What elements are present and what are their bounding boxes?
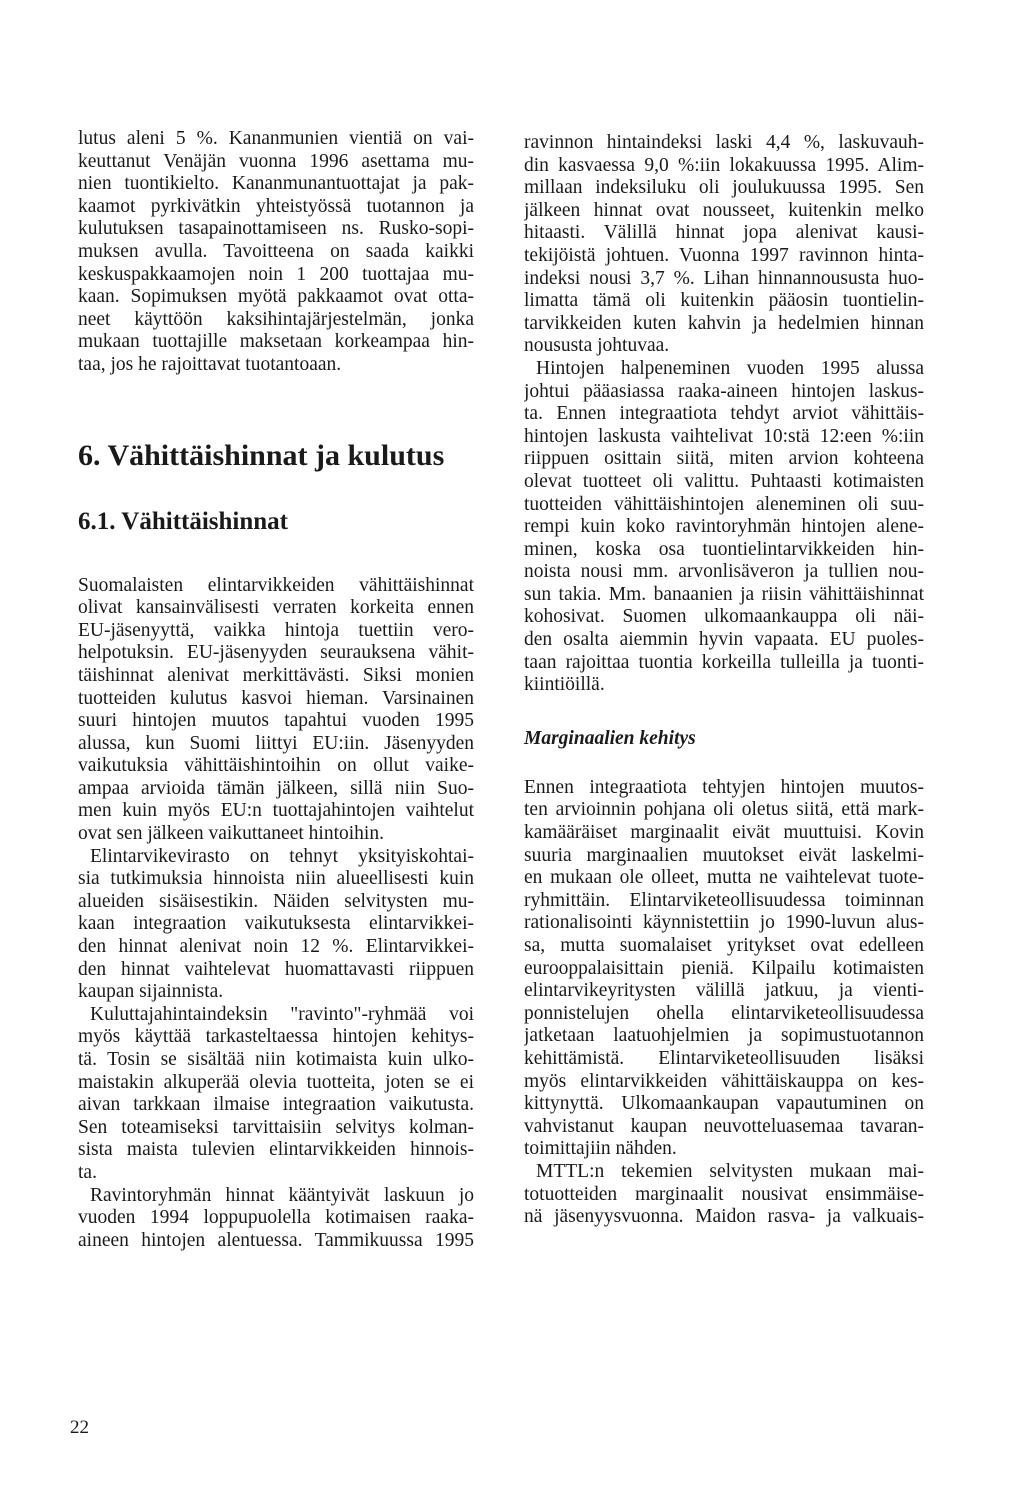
text-line: vaikutuksia vähittäishintoihin on ollut vaike- <box>78 755 474 777</box>
paragraph <box>78 846 474 1004</box>
text-line: tekijöistä johtuen. Vuonna 1997 ravinnon hinta- <box>524 244 924 266</box>
text-line: kittynyttä. Ulkomaankaupan vapautuminen on <box>524 1093 924 1115</box>
text-line: jatketaan laatuohjelmien ja sopimustuotannon <box>524 1025 924 1047</box>
text-line: maistakin alkuperää olevia tuotteita, joten se ei <box>78 1071 474 1093</box>
text-line: tä. Tosin se sisältää niin kotimaista kuin ulko- <box>78 1049 474 1070</box>
chapter-heading: 6. Vähittäishinnat ja kulutus <box>78 438 445 472</box>
text-line: den hinnat alenivat noin 12 %. Elintarvikkei- <box>78 936 474 958</box>
text-line: myös elintarvikkeiden vähittäiskauppa on kes- <box>524 1070 924 1092</box>
text-line: Hintojen halpeneminen vuoden 1995 alussa <box>536 357 924 379</box>
text-line: Kuluttajahintaindeksin "ravinto"-ryhmää voi <box>90 1003 474 1025</box>
text-line: neet käyttöön kaksihintajärjestelmän, jonka <box>78 308 474 330</box>
text-line: kohosivat. Suomen ulkomaankauppa oli näi- <box>524 606 924 628</box>
text-line: en mukaan ole olleet, mutta ne vaihtelevat tuote- <box>524 867 924 889</box>
text-line: EU-jäsenyyttä, vaikka hintoja tuettiin vero- <box>78 619 474 641</box>
text-line: kiintiöillä. <box>524 674 605 696</box>
text-line: ampaa arvioida tämän jälkeen, sillä niin Suo- <box>78 777 474 799</box>
text-line: den hinnat vaihtelevat huomattavasti riippuen <box>78 958 474 980</box>
text-line: vahvistanut kaupan neuvotteluasemaa tavaran- <box>524 1115 924 1137</box>
text-line: kamääräiset marginaalit eivät muuttuisi. Kovin <box>524 822 924 844</box>
text-line: vuoden 1994 loppupuolella kotimaisen raaka- <box>78 1207 474 1229</box>
text-line: Ravintoryhmän hinnat kääntyivät laskuun jo <box>90 1184 474 1206</box>
text-line: ta. <box>78 1161 97 1183</box>
text-line: taan rajoittaa tuontia korkeilla tulleilla ja tuonti- <box>524 651 924 673</box>
text-line: totuotteiden marginaalit nousivat ensimmäise- <box>524 1183 924 1205</box>
text-line: indeksi nousi 3,7 %. Lihan hinnannoususta huo- <box>524 267 924 289</box>
left-column <box>78 128 474 1252</box>
text-line: johtui pääasiassa raaka-aineen hintojen laskus- <box>524 380 924 402</box>
text-line: lutus aleni 5 %. Kananmunien vientiä on vai- <box>78 128 474 149</box>
text-line: elintarvikeyritysten välillä jatkuu, ja vienti- <box>524 980 924 1002</box>
text-line: täishinnat alenivat merkittävästi. Siksi monien <box>78 664 474 686</box>
section-heading: 6.1. Vähittäishinnat <box>78 507 289 535</box>
text-line: toimittajiin nähden. <box>524 1138 677 1160</box>
text-line: muksen avulla. Tavoitteena on saada kaikki <box>78 240 474 262</box>
text-line: rationalisointi käynnistettiin jo 1990-luvun alus- <box>524 912 924 934</box>
text-line: keuttanut Venäjän vuonna 1996 asettama mu- <box>78 150 474 172</box>
text-line: kehittämistä. Elintarviketeollisuuden lisäksi <box>524 1047 924 1069</box>
paragraph <box>524 777 924 1161</box>
text-line: ovat sen jälkeen vaikuttaneet hintoihin. <box>78 823 384 845</box>
text-line: minen, koska osa tuontielintarvikkeiden hin- <box>524 538 924 560</box>
text-line: kaan. Sopimuksen myötä pakkaamot ovat otta- <box>78 286 474 308</box>
text-line: suuri hintojen muutos tapahtui vuoden 1995 <box>78 710 474 732</box>
text-line: den osalta aiemmin hyvin vapaata. EU puoles- <box>524 629 924 651</box>
text-line: millaan indeksiluku oli joulukuussa 1995. Sen <box>524 177 924 199</box>
text-line: noista nousi mm. arvonlisäveron ja tullien nou- <box>524 561 924 583</box>
paragraph <box>78 1004 474 1185</box>
text-line: olevat tuotteet oli valittu. Puhtaasti kotimaisten <box>524 470 924 492</box>
paragraph <box>78 575 474 846</box>
paragraph <box>524 358 924 697</box>
text-line: ta. Ennen integraatiota tehdyt arviot vähittäis- <box>524 403 924 425</box>
text-line: ravinnon hintaindeksi laski 4,4 %, laskuvauh- <box>524 132 924 153</box>
text-line: kaamot pyrkivätkin yhteistyössä tuotannon ja <box>78 195 474 217</box>
text-line: hintojen laskusta vaihtelivat 10:stä 12:een %:iin <box>524 425 924 447</box>
text-line: hitaasti. Välillä hinnat jopa alenivat kausi- <box>524 222 924 244</box>
text-line: olivat kansainvälisesti verraten korkeita ennen <box>78 597 474 619</box>
text-line: nien tuontikielto. Kananmunantuottajat ja pak- <box>78 173 474 195</box>
text-line: MTTL:n tekemien selvitysten mukaan mai- <box>536 1160 924 1182</box>
text-line: mukaan tuottajille maksetaan korkeampaa hin- <box>78 331 474 353</box>
text-line: sa, mutta suomalaiset yritykset ovat edelleen <box>524 935 924 956</box>
text-line: suuria marginaalien muutokset eivät laskelmi- <box>524 844 924 866</box>
text-line: din kasvaessa 9,0 %:iin lokakuussa 1995. Alim- <box>524 154 924 176</box>
text-line: tuotteiden vähittäishintojen aleneminen oli suu- <box>524 493 924 515</box>
text-line: men kuin myös EU:n tuottajahintojen vaihtelut <box>78 800 474 822</box>
text-line: noususta johtuvaa. <box>524 335 670 357</box>
text-line: aivan tarkkaan ilmaise integraation vaikutusta. <box>78 1094 474 1116</box>
text-line: ponnistelujen ohella elintarviketeollisuudessa <box>524 1002 924 1024</box>
text-line: taa, jos he rajoittavat tuotantoaan. <box>78 353 342 375</box>
intro-paragraph <box>78 128 474 377</box>
subheading: Marginaalien kehitys <box>524 727 696 749</box>
text-line: sista maista tulevien elintarvikkeiden hinnois- <box>78 1139 474 1161</box>
text-line: Elintarvikevirasto on tehnyt yksityiskohtai- <box>90 845 474 867</box>
paragraph <box>524 132 924 358</box>
text-line: Ennen integraatiota tehtyjen hintojen muutos- <box>524 776 924 798</box>
page-number: 22 <box>70 1417 89 1438</box>
text-line: rempi kuin koko ravintoryhmän hintojen alene- <box>524 516 924 538</box>
text-line: nä jäsenyysvuonna. Maidon rasva- ja valkuais- <box>524 1206 924 1228</box>
text-line: myös käyttää tarkasteltaessa hintojen kehitys- <box>78 1026 474 1048</box>
text-line: ten arvioinnin pohjana oli oletus siitä, että mark- <box>524 799 924 821</box>
text-line: tarvikkeiden kuten kahvin ja hedelmien hinnan <box>524 312 924 334</box>
right-column <box>524 128 924 1229</box>
paragraph <box>78 1185 474 1253</box>
text-line: sun takia. Mm. banaanien ja riisin vähittäishinnat <box>524 583 924 605</box>
text-line: alussa, kun Suomi liittyi EU:iin. Jäsenyyden <box>78 732 474 754</box>
text-line: eurooppalaisittain pieniä. Kilpailu kotimaisten <box>524 957 924 979</box>
text-line: jälkeen hinnat ovat nousseet, kuitenkin melko <box>524 199 924 221</box>
text-line: helpotuksin. EU-jäsenyyden seurauksena vähit- <box>78 642 474 664</box>
text-line: riippuen osittain siitä, miten arvion kohteena <box>524 448 924 470</box>
text-line: aineen hintojen alentuessa. Tammikuussa 1995 <box>78 1229 474 1251</box>
text-line: Sen toteamiseksi tarvittaisiin selvitys kolman- <box>78 1116 474 1138</box>
text-line: sia tutkimuksia hinnoista niin alueellisesti kuin <box>78 868 474 890</box>
text-line: keskuspakkaamojen noin 1 200 tuottajaa mu- <box>78 263 474 285</box>
text-line: kulutuksen tasapainottamiseen ns. Rusko-sopi- <box>78 218 474 240</box>
text-line: ryhmittäin. Elintarviketeollisuudessa toiminnan <box>524 889 924 911</box>
text-line: kaan integraation vaikutuksesta elintarvikkei- <box>78 913 474 935</box>
text-line: limatta tämä oli kuitenkin pääosin tuontielin- <box>524 290 924 312</box>
paragraph <box>524 1161 924 1229</box>
text-line: kaupan sijainnista. <box>78 981 224 1003</box>
text-line: tuotteiden kulutus kasvoi hieman. Varsinainen <box>78 687 474 709</box>
text-line: alueiden sisäisestikin. Näiden selvitysten mu- <box>78 890 474 912</box>
text-line: Suomalaisten elintarvikkeiden vähittäishinnat <box>78 574 474 596</box>
